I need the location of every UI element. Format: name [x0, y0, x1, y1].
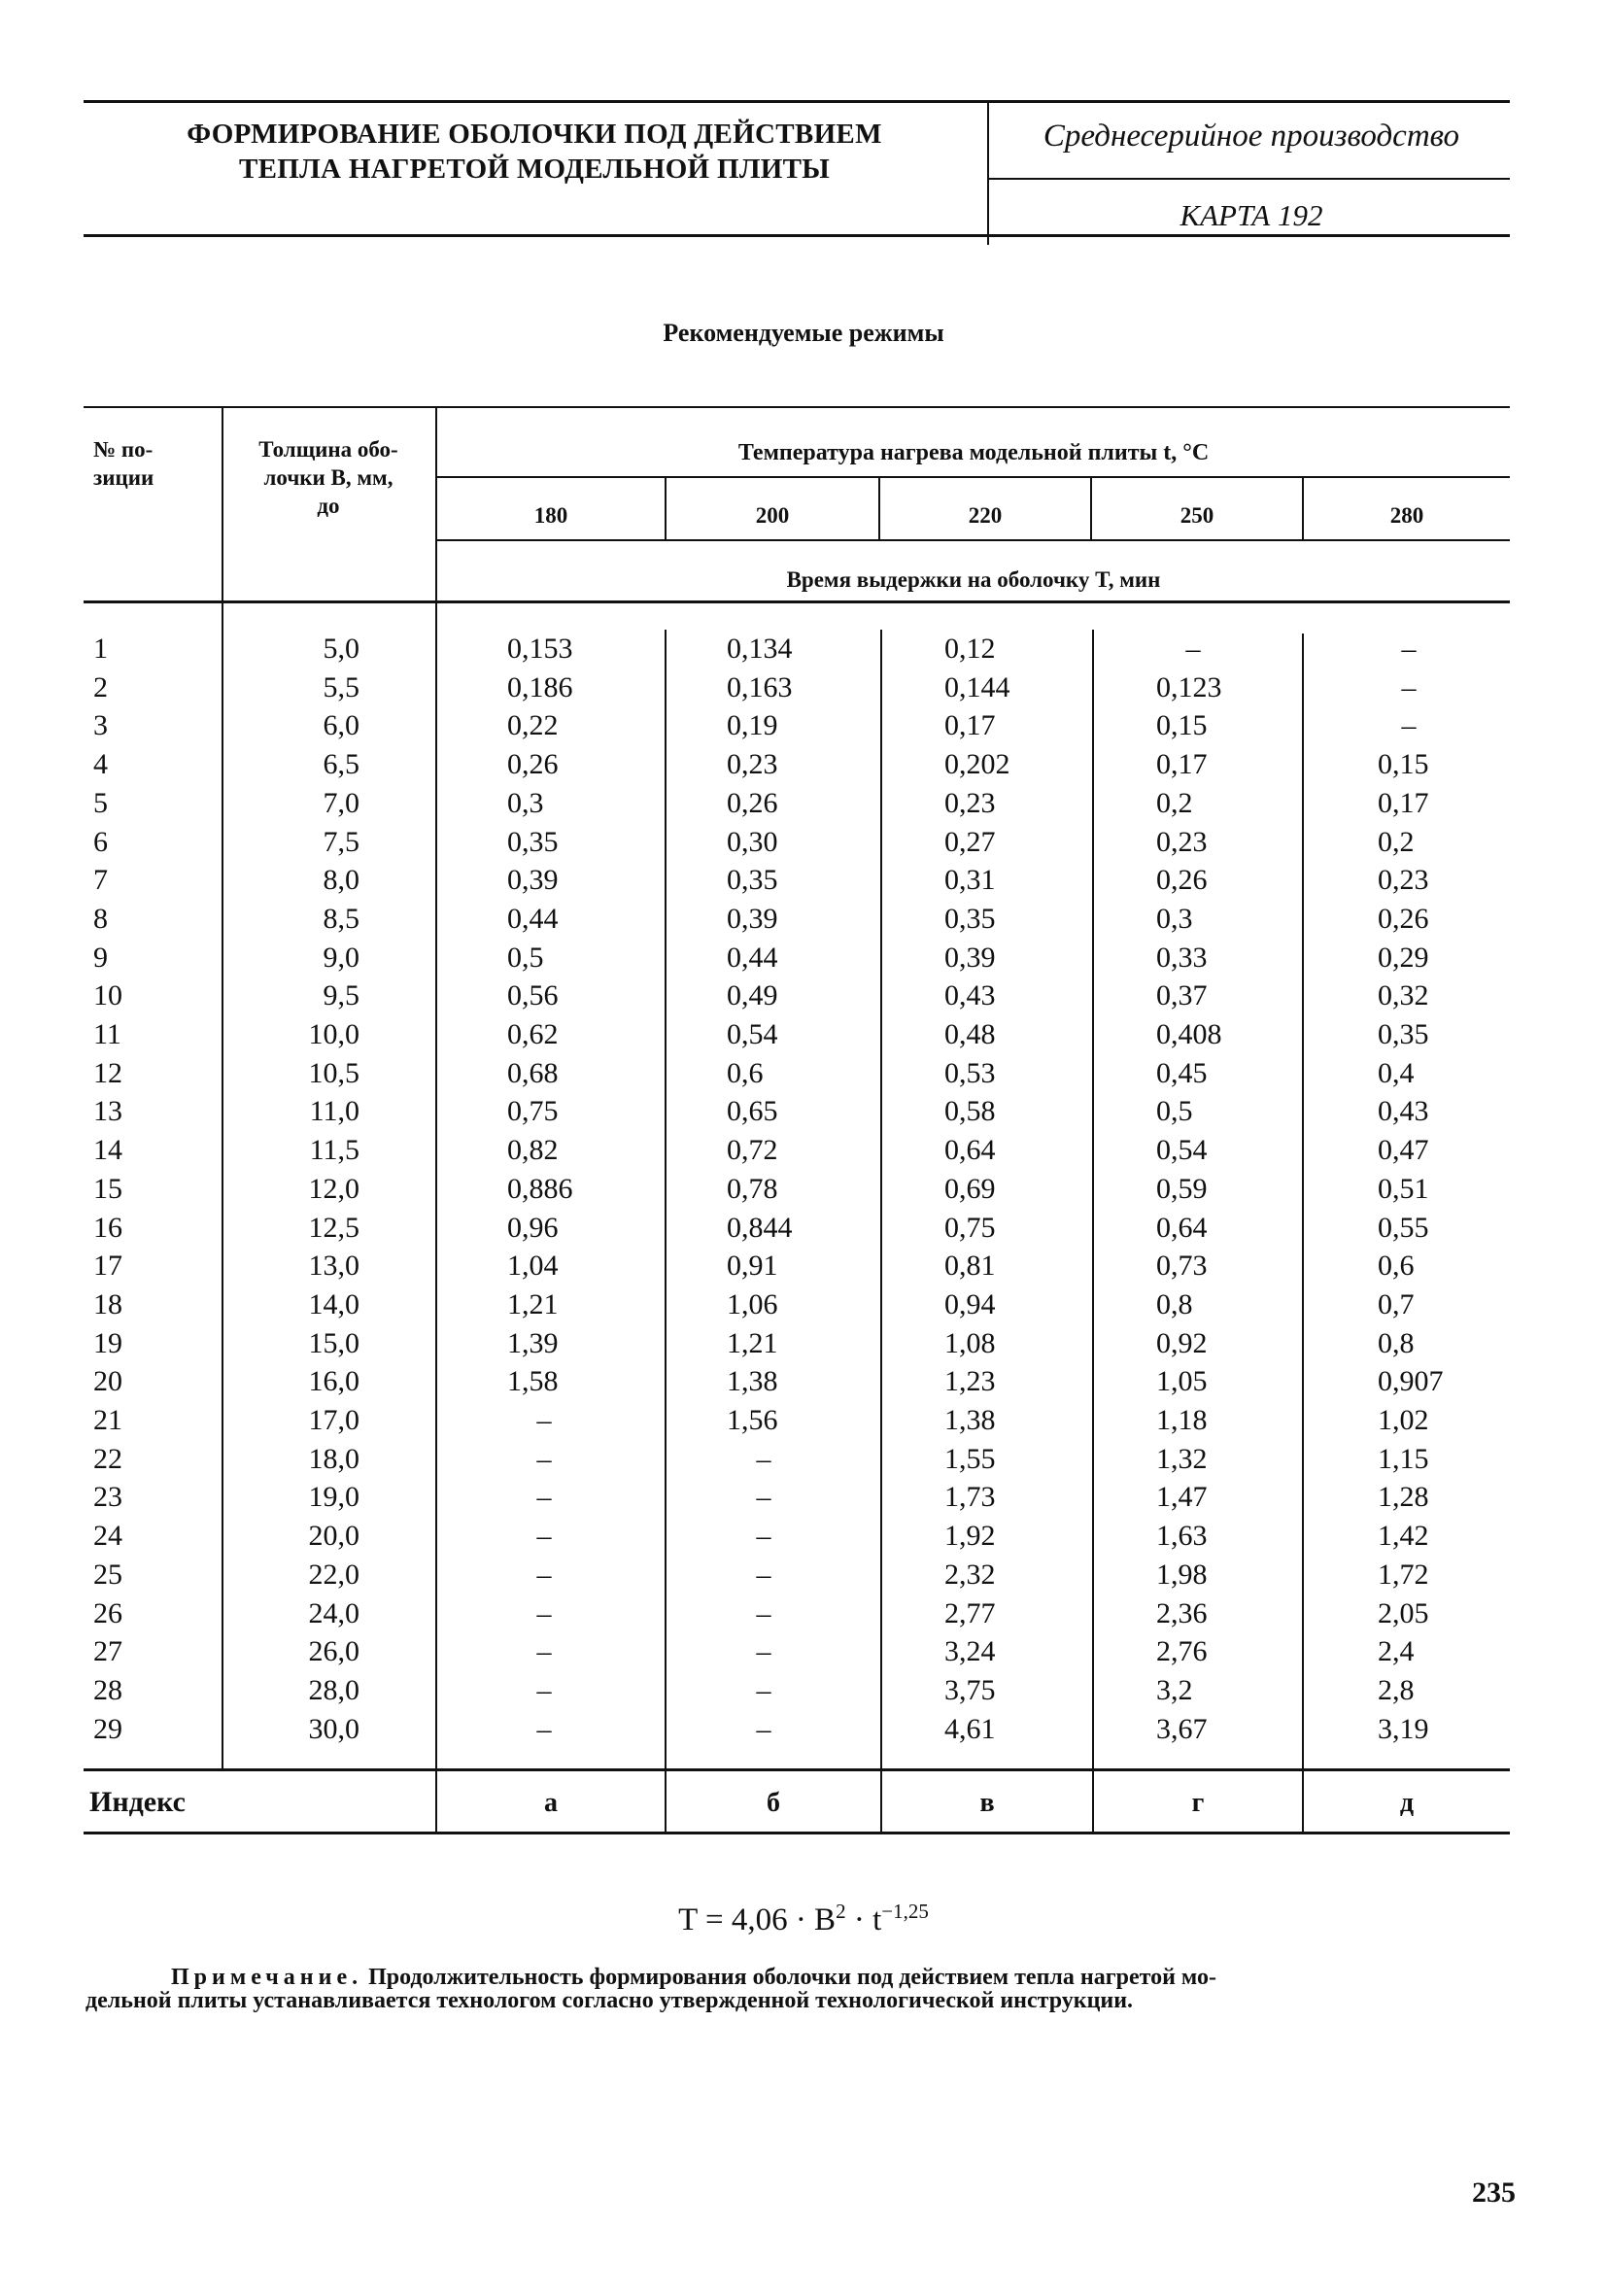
cell-thickness: 11,0	[309, 1095, 359, 1127]
cell-t220: 1,08	[944, 1327, 996, 1359]
cell-t200: –	[756, 1597, 771, 1629]
document-title	[87, 117, 981, 187]
cell-t180: 0,44	[507, 903, 559, 935]
cell-t220: 3,75	[944, 1674, 996, 1706]
cell-t250: 3,2	[1156, 1674, 1193, 1706]
cell-thickness: 6,5	[323, 748, 359, 780]
cell-t200: –	[756, 1674, 771, 1706]
cell-position: 6	[93, 826, 108, 858]
cell-t220: 0,23	[944, 787, 996, 819]
cell-t280: 0,15	[1378, 748, 1429, 780]
cell-position: 1	[93, 633, 108, 665]
cell-t220: 0,31	[944, 864, 996, 896]
cell-t220: 0,17	[944, 709, 996, 741]
cell-t180: 0,153	[507, 633, 573, 665]
cell-position: 28	[93, 1674, 122, 1706]
cell-position: 12	[93, 1057, 122, 1089]
cell-t180: –	[536, 1481, 552, 1513]
cell-t250: 1,32	[1156, 1443, 1208, 1475]
cell-t280: 0,55	[1378, 1212, 1429, 1244]
cell-t200: 0,72	[727, 1134, 778, 1166]
time-header: Время выдержки на оболочку T, мин	[786, 567, 1161, 592]
note	[85, 1965, 1512, 2013]
cell-t280: 0,23	[1378, 864, 1429, 896]
cell-t280: 0,47	[1378, 1134, 1429, 1166]
cell-position: 24	[93, 1520, 122, 1552]
temperature-header: Температура нагрева модельной плиты t, °C	[737, 440, 1210, 465]
cell-t250: 1,98	[1156, 1559, 1208, 1591]
cell-position: 18	[93, 1288, 122, 1320]
index-label: Индекс	[89, 1786, 186, 1818]
temp-220: 220	[968, 503, 1003, 528]
cell-t220: 0,202	[944, 748, 1010, 780]
cell-t280: 0,29	[1378, 942, 1429, 974]
cell-t280: 2,05	[1378, 1597, 1429, 1629]
cell-position: 23	[93, 1481, 122, 1513]
cell-t250: 0,64	[1156, 1212, 1208, 1244]
cell-t220: 0,12	[944, 633, 996, 665]
cell-t280: –	[1401, 671, 1417, 703]
header-bottom-rule	[84, 234, 1510, 237]
cell-thickness: 10,0	[308, 1018, 359, 1050]
cell-t180: 0,96	[507, 1212, 559, 1244]
cell-thickness: 12,0	[308, 1173, 359, 1205]
header-middle-rule	[989, 178, 1510, 180]
col-header-thickness-line-1: Толщина обо-	[258, 437, 398, 462]
index-a: а	[544, 1788, 558, 1818]
cell-position: 19	[93, 1327, 122, 1359]
cell-t250: 0,37	[1156, 979, 1208, 1011]
cell-t220: 4,61	[944, 1713, 996, 1745]
formula	[0, 1900, 1607, 1938]
col-rule-220	[1092, 630, 1094, 1833]
cell-t220: 0,53	[944, 1057, 996, 1089]
cell-t180: 0,886	[507, 1173, 573, 1205]
index-g: г	[1191, 1788, 1205, 1818]
cell-t220: 0,75	[944, 1212, 996, 1244]
cell-t250: 0,3	[1156, 903, 1193, 935]
col-rule-200	[880, 630, 882, 1833]
cell-t280: 0,907	[1378, 1365, 1444, 1397]
cell-t220: 1,55	[944, 1443, 996, 1475]
cell-position: 14	[93, 1134, 122, 1166]
cell-t280: 0,43	[1378, 1095, 1429, 1127]
cell-t250: 1,18	[1156, 1404, 1208, 1436]
table-top-rule	[84, 406, 1510, 408]
cell-t180: 0,56	[507, 979, 559, 1011]
cell-t200: 0,163	[727, 671, 793, 703]
cell-t280: 2,4	[1378, 1635, 1415, 1667]
note-text-line-1: Продолжительность формирования оболочки под действием тепла нагретой мо-	[368, 1965, 1216, 1990]
cell-t200: –	[756, 1481, 771, 1513]
cell-position: 8	[93, 903, 108, 935]
col-header-thickness-line-2: лочки B, мм,	[263, 465, 393, 490]
cell-t280: 0,7	[1378, 1288, 1415, 1320]
cell-thickness: 16,0	[308, 1365, 359, 1397]
cell-position: 21	[93, 1404, 122, 1436]
cell-t280: 2,8	[1378, 1674, 1415, 1706]
cell-t200: 0,65	[727, 1095, 778, 1127]
cell-position: 5	[93, 787, 108, 819]
cell-t220: 0,35	[944, 903, 996, 935]
cell-thickness: 9,0	[323, 942, 359, 974]
cell-t220: 0,144	[944, 671, 1010, 703]
cell-t180: 0,186	[507, 671, 573, 703]
cell-t200: 0,49	[727, 979, 778, 1011]
cell-t180: 1,21	[507, 1288, 559, 1320]
cell-t180: 0,22	[507, 709, 559, 741]
cell-t280: 0,2	[1378, 826, 1415, 858]
cell-t180: 0,5	[507, 942, 544, 974]
cell-t280: –	[1401, 709, 1417, 741]
cell-position: 25	[93, 1559, 122, 1591]
cell-t200: 0,23	[727, 748, 778, 780]
cell-thickness: 5,5	[323, 671, 359, 703]
cell-t280: 0,35	[1378, 1018, 1429, 1050]
cell-t280: 0,26	[1378, 903, 1429, 935]
cell-t280: 0,4	[1378, 1057, 1415, 1089]
col-rule-180	[665, 630, 667, 1833]
cell-t180: –	[536, 1597, 552, 1629]
temp-180: 180	[533, 503, 568, 528]
cell-t180: 0,3	[507, 787, 544, 819]
formula-t-exponent: −1,25	[881, 1900, 929, 1923]
cell-thickness: 22,0	[308, 1559, 359, 1591]
document-title-line-1: ФОРМИРОВАНИЕ ОБОЛОЧКИ ПОД ДЕЙСТВИЕМ	[187, 119, 882, 150]
cell-thickness: 12,5	[308, 1212, 359, 1244]
cell-t180: 1,39	[507, 1327, 559, 1359]
cell-t180: –	[536, 1559, 552, 1591]
cell-thickness: 7,0	[323, 787, 359, 819]
cell-position: 2	[93, 671, 108, 703]
temp-200: 200	[755, 503, 790, 528]
cell-t250: 1,47	[1156, 1481, 1208, 1513]
cell-thickness: 18,0	[308, 1443, 359, 1475]
col-rule-pos	[222, 408, 223, 1768]
cell-t180: –	[536, 1674, 552, 1706]
cell-thickness: 8,5	[323, 903, 359, 935]
section-subtitle: Рекомендуемые режимы	[663, 319, 944, 347]
col-header-position	[93, 435, 200, 492]
header-top-rule	[84, 100, 1510, 103]
cell-t220: 1,73	[944, 1481, 996, 1513]
cell-t200: 1,38	[727, 1365, 778, 1397]
cell-t250: 0,123	[1156, 671, 1222, 703]
cell-t220: 0,81	[944, 1250, 996, 1282]
cell-t280: 1,28	[1378, 1481, 1429, 1513]
cell-position: 10	[93, 979, 122, 1011]
cell-t200: 1,06	[727, 1288, 778, 1320]
cell-position: 17	[93, 1250, 122, 1282]
cell-t220: 0,64	[944, 1134, 996, 1166]
cell-t200: 0,35	[727, 864, 778, 896]
cell-t250: 0,23	[1156, 826, 1208, 858]
cell-t250: 0,54	[1156, 1134, 1208, 1166]
cell-t280: 1,42	[1378, 1520, 1429, 1552]
col-header-position-line-2: зиции	[93, 465, 154, 490]
cell-thickness: 17,0	[308, 1404, 359, 1436]
cell-t280: 1,15	[1378, 1443, 1429, 1475]
cell-thickness: 14,0	[308, 1288, 359, 1320]
col-rule-thickness	[435, 408, 437, 1833]
cell-t220: 0,94	[944, 1288, 996, 1320]
index-b: б	[767, 1788, 780, 1818]
table-header-bottom-rule	[84, 600, 1510, 603]
cell-position: 7	[93, 864, 108, 896]
cell-t280: 3,19	[1378, 1713, 1429, 1745]
col-header-thickness	[229, 435, 427, 520]
cell-thickness: 11,5	[309, 1134, 359, 1166]
cell-thickness: 30,0	[308, 1713, 359, 1745]
cell-t250: 1,05	[1156, 1365, 1208, 1397]
note-line-1	[171, 1966, 1512, 1989]
cell-t180: –	[536, 1443, 552, 1475]
cell-t250: 0,26	[1156, 864, 1208, 896]
cell-t250: 3,67	[1156, 1713, 1208, 1745]
cell-thickness: 24,0	[308, 1597, 359, 1629]
cell-t180: 0,68	[507, 1057, 559, 1089]
temp-280: 280	[1389, 503, 1424, 528]
cell-t250: 0,15	[1156, 709, 1208, 741]
cell-t180: 0,82	[507, 1134, 559, 1166]
index-d: д	[1399, 1788, 1415, 1818]
index-v: в	[979, 1788, 995, 1818]
cell-t220: 0,43	[944, 979, 996, 1011]
cell-t250: 0,2	[1156, 787, 1193, 819]
cell-t180: –	[536, 1520, 552, 1552]
cell-position: 26	[93, 1597, 122, 1629]
cell-t220: 2,32	[944, 1559, 996, 1591]
cell-position: 22	[93, 1443, 122, 1475]
cell-t180: 0,75	[507, 1095, 559, 1127]
col-header-thickness-line-3: до	[317, 494, 340, 518]
cell-t200: –	[756, 1520, 771, 1552]
cell-position: 3	[93, 709, 108, 741]
cell-t280: 1,02	[1378, 1404, 1429, 1436]
cell-thickness: 10,5	[308, 1057, 359, 1089]
cell-t250: 0,17	[1156, 748, 1208, 780]
col-header-position-line-1: № по-	[93, 437, 154, 462]
note-label: Примечание.	[171, 1965, 363, 1990]
cell-t200: –	[756, 1635, 771, 1667]
cell-t180: –	[536, 1635, 552, 1667]
cell-position: 11	[93, 1018, 121, 1050]
index-top-rule	[84, 1768, 1510, 1771]
index-bottom-rule	[84, 1832, 1510, 1834]
formula-b-exponent: 2	[836, 1900, 846, 1923]
cell-t180: 1,04	[507, 1250, 559, 1282]
cell-t250: 0,45	[1156, 1057, 1208, 1089]
cell-t200: 0,44	[727, 942, 778, 974]
cell-position: 13	[93, 1095, 122, 1127]
temp-header-rule	[435, 476, 1510, 478]
cell-t180: 1,58	[507, 1365, 559, 1397]
cell-t200: 0,134	[727, 633, 793, 665]
cell-t220: 0,58	[944, 1095, 996, 1127]
cell-t220: 0,69	[944, 1173, 996, 1205]
cell-thickness: 6,0	[323, 709, 359, 741]
cell-thickness: 19,0	[308, 1481, 359, 1513]
cell-t200: 0,30	[727, 826, 778, 858]
cell-t180: 0,62	[507, 1018, 559, 1050]
cell-t200: 0,78	[727, 1173, 778, 1205]
cell-thickness: 26,0	[308, 1635, 359, 1667]
col-rule-250	[1302, 634, 1304, 1833]
page-number: 235	[1472, 2176, 1516, 2209]
cell-t280: –	[1401, 633, 1417, 665]
cell-t280: 0,6	[1378, 1250, 1415, 1282]
cell-position: 15	[93, 1173, 122, 1205]
cell-t250: 0,33	[1156, 942, 1208, 974]
cell-t250: 2,36	[1156, 1597, 1208, 1629]
cell-t280: 1,72	[1378, 1559, 1429, 1591]
cell-position: 27	[93, 1635, 122, 1667]
cell-t200: 0,54	[727, 1018, 778, 1050]
cell-thickness: 9,5	[323, 979, 359, 1011]
formula-mid: · t	[845, 1902, 882, 1937]
cell-t250: 2,76	[1156, 1635, 1208, 1667]
cell-t180: –	[536, 1404, 552, 1436]
temps-rule	[435, 539, 1510, 541]
cell-t220: 1,23	[944, 1365, 996, 1397]
cell-t180: 0,35	[507, 826, 559, 858]
cell-t200: –	[756, 1443, 771, 1475]
cell-thickness: 8,0	[323, 864, 359, 896]
cell-thickness: 13,0	[308, 1250, 359, 1282]
cell-t250: 0,5	[1156, 1095, 1193, 1127]
cell-t220: 0,39	[944, 942, 996, 974]
temp-250: 250	[1180, 503, 1214, 528]
cell-thickness: 28,0	[308, 1674, 359, 1706]
cell-t280: 0,8	[1378, 1327, 1415, 1359]
cell-t220: 1,92	[944, 1520, 996, 1552]
cell-thickness: 5,0	[323, 633, 359, 665]
cell-t180: 0,39	[507, 864, 559, 896]
cell-t180: –	[536, 1713, 552, 1745]
cell-t200: 0,26	[727, 787, 778, 819]
cell-t220: 3,24	[944, 1635, 996, 1667]
cell-t200: 0,39	[727, 903, 778, 935]
cell-t280: 0,17	[1378, 787, 1429, 819]
cell-t250: 0,73	[1156, 1250, 1208, 1282]
cell-t250: 0,92	[1156, 1327, 1208, 1359]
cell-t280: 0,51	[1378, 1173, 1429, 1205]
cell-position: 9	[93, 942, 108, 974]
cell-position: 20	[93, 1365, 122, 1397]
cell-t280: 0,32	[1378, 979, 1429, 1011]
cell-t200: 0,844	[727, 1212, 793, 1244]
cell-t200: 0,19	[727, 709, 778, 741]
production-type: Среднесерийное производство	[1043, 119, 1460, 154]
cell-thickness: 15,0	[308, 1327, 359, 1359]
document-title-line-2: ТЕПЛА НАГРЕТОЙ МОДЕЛЬНОЙ ПЛИТЫ	[238, 154, 831, 185]
cell-t200: –	[756, 1559, 771, 1591]
cell-thickness: 7,5	[323, 826, 359, 858]
cell-t200: –	[756, 1713, 771, 1745]
cell-thickness: 20,0	[308, 1520, 359, 1552]
cell-t220: 1,38	[944, 1404, 996, 1436]
note-text-line-2: дельной плиты устанавливается технологом согласно утвержденной технологической инструкции.	[85, 1988, 1134, 2013]
cell-t250: 0,8	[1156, 1288, 1193, 1320]
cell-t220: 0,48	[944, 1018, 996, 1050]
cell-t220: 0,27	[944, 826, 996, 858]
formula-lhs: T = 4,06 · B	[678, 1902, 837, 1937]
cell-t250: 1,63	[1156, 1520, 1208, 1552]
cell-t200: 0,91	[727, 1250, 778, 1282]
cell-position: 16	[93, 1212, 122, 1244]
cell-t200: 1,56	[727, 1404, 778, 1436]
cell-t250: 0,408	[1156, 1018, 1222, 1050]
cell-t180: 0,26	[507, 748, 559, 780]
cell-t250: 0,59	[1156, 1173, 1208, 1205]
cell-t220: 2,77	[944, 1597, 996, 1629]
cell-t200: 0,6	[727, 1057, 764, 1089]
cell-position: 29	[93, 1713, 122, 1745]
cell-t250: –	[1185, 633, 1201, 665]
card-number: КАРТА 192	[1180, 198, 1323, 232]
cell-position: 4	[93, 748, 108, 780]
cell-t200: 1,21	[727, 1327, 778, 1359]
